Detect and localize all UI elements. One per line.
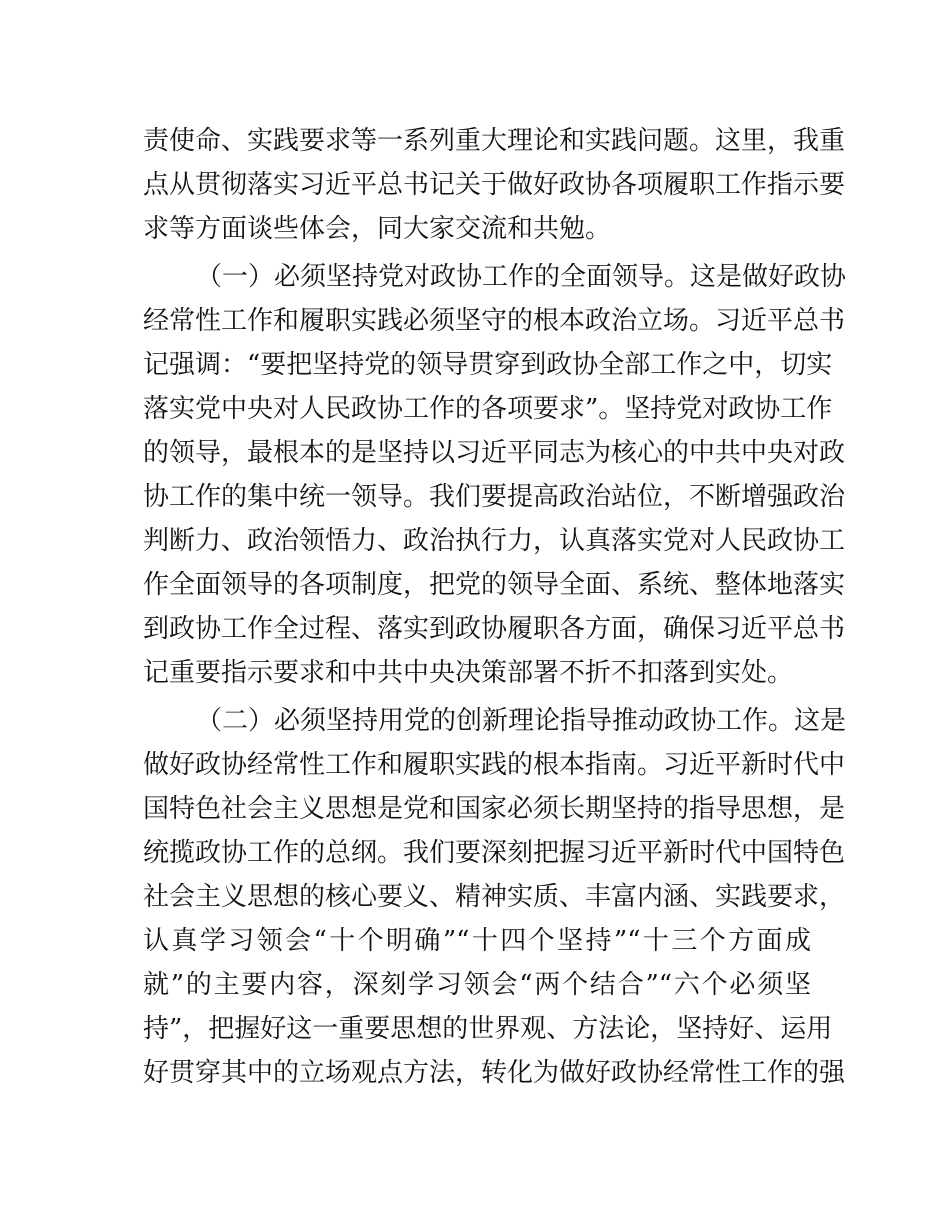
text-line: 记重要指示要求和中共中央决策部署不折不扣落到实处。	[143, 658, 794, 688]
text-line: 认真学习领会“十个明确”“十四个坚持”“十三个方面成	[143, 926, 811, 956]
text-line: 责使命、实践要求等一系列重大理论和实践问题。这里，我重	[143, 126, 846, 156]
text-line: 就”的主要内容，深刻学习领会“两个结合”“六个必须坚	[143, 970, 811, 1000]
text-line: 做好政协经常性工作和履职实践的根本指南。习近平新时代中	[143, 750, 846, 780]
text-line: 判断力、政治领悟力、政治执行力，认真落实党对人民政协工	[143, 526, 846, 556]
text-line: 好贯穿其中的立场观点方法，转化为做好政协经常性工作的强	[143, 1058, 846, 1088]
text-line: 点从贯彻落实习近平总书记关于做好政协各项履职工作指示要	[143, 170, 846, 200]
text-line: 持”，把握好这一重要思想的世界观、方法论，坚持好、运用	[143, 1014, 833, 1044]
section-heading-line: （一）必须坚持党对政协工作的全面领导。这是做好政协	[196, 262, 847, 292]
text-line: 国特色社会主义思想是党和国家必须长期坚持的指导思想，是	[143, 794, 846, 824]
text-line: 协工作的集中统一领导。我们要提高政治站位，不断增强政治	[143, 482, 846, 512]
section-heading-line: （二）必须坚持用党的创新理论指导推动政协工作。这是	[196, 706, 847, 736]
text-line: 统揽政协工作的总纲。我们要深刻把握习近平新时代中国特色	[143, 838, 846, 868]
text-line: 社会主义思想的核心要义、精神实质、丰富内涵、实践要求，	[143, 882, 846, 912]
text-line: 的领导，最根本的是坚持以习近平同志为核心的中共中央对政	[143, 438, 846, 468]
text-line: 到政协工作全过程、落实到政协履职各方面，确保习近平总书	[143, 614, 846, 644]
text-line: 经常性工作和履职实践必须坚守的根本政治立场。习近平总书	[143, 306, 846, 336]
text-line: 求等方面谈些体会，同大家交流和共勉。	[143, 214, 612, 244]
text-line: 落实党中央对人民政协工作的各项要求”。坚持党对政协工作	[143, 394, 833, 424]
text-line: 记强调：“要把坚持党的领导贯穿到政协全部工作之中，切实	[143, 350, 833, 380]
text-line: 作全面领导的各项制度，把党的领导全面、系统、整体地落实	[143, 570, 846, 600]
